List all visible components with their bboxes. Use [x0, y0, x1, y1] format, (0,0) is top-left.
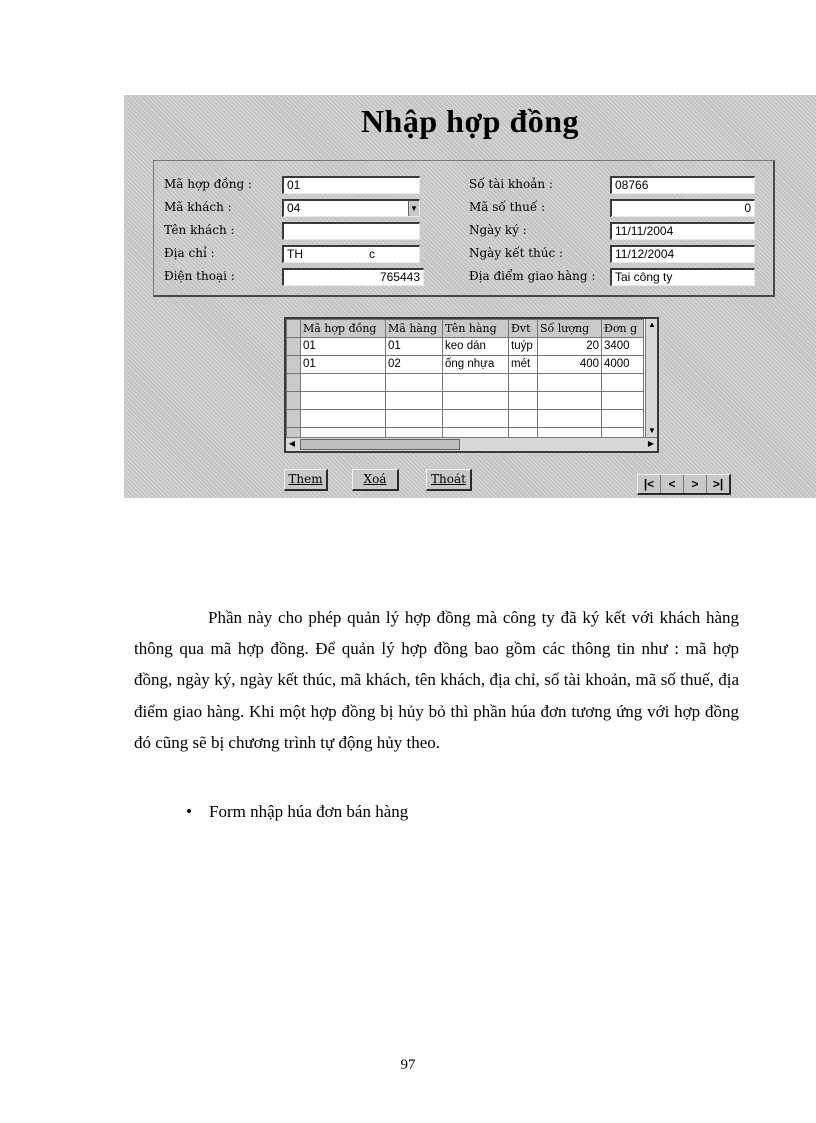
table-cell[interactable]: 01	[301, 338, 386, 356]
so-tai-khoan-label: Số tài khoản :	[469, 177, 553, 191]
ten-khach-input[interactable]	[282, 222, 420, 240]
table-cell[interactable]: 20	[538, 338, 602, 356]
table-row[interactable]	[287, 410, 644, 428]
so-tai-khoan-input[interactable]: 08766	[610, 176, 755, 194]
table-row[interactable]	[287, 356, 644, 374]
them-button[interactable]: Them	[284, 469, 328, 491]
ten-khach-label: Tên khách :	[164, 223, 235, 237]
bullet-text: Form nhập húa đơn bán hàng	[209, 802, 409, 821]
xoa-button[interactable]: Xoá	[352, 469, 399, 491]
table-cell[interactable]: 01	[386, 338, 443, 356]
ma-so-thue-label: Mã số thuế :	[469, 200, 546, 214]
next-record-button[interactable]: >	[684, 475, 707, 493]
detail-table	[286, 319, 644, 446]
ngay-ky-input[interactable]: 11/11/2004	[610, 222, 755, 240]
ma-so-thue-input[interactable]: 0	[610, 199, 755, 217]
scroll-up-icon[interactable]: ▲	[648, 320, 656, 329]
first-record-button[interactable]: |<	[638, 475, 661, 493]
table-cell[interactable]: 400	[538, 356, 602, 374]
table-cell[interactable]: 3400	[602, 338, 644, 356]
row-selector[interactable]	[287, 356, 301, 374]
scroll-thumb[interactable]	[300, 439, 460, 450]
ngay-ket-thuc-input[interactable]: 11/12/2004	[610, 245, 755, 263]
column-header[interactable]: Mã hàng	[386, 320, 443, 338]
previous-record-button[interactable]: <	[661, 475, 684, 493]
table-cell[interactable]: ống nhựa	[443, 356, 509, 374]
column-header[interactable]: Tên hàng	[443, 320, 509, 338]
table-cell[interactable]: 4000	[602, 356, 644, 374]
bullet-icon: •	[186, 802, 192, 821]
thoat-button[interactable]: Thoát	[426, 469, 472, 491]
ma-hop-dong-input[interactable]: 01	[282, 176, 420, 194]
ma-khach-value: 04	[287, 201, 301, 215]
record-navigation	[637, 474, 731, 495]
table-cell[interactable]: 02	[386, 356, 443, 374]
horizontal-scrollbar[interactable]	[286, 437, 657, 451]
description-paragraph: Phần này cho phép quản lý hợp đồng mà công ty đã ký kết với khách hàng thông qua mã hợp đồng. Để quản lý hợp đồng bao gồm các thông tin như : mã hợp đồng, ngày ký, ngày kết thúc, mã khách, tên khách, địa chỉ, số tài khoản, mã số thuế, địa điểm giao hàng. Khi một hợp đồng bị hủy bỏ thì phần húa đơn tương ứng với hợp đồng đó cũng sẽ bị chương trình tự động hủy theo.	[134, 608, 739, 752]
table-cell[interactable]: tuýp	[509, 338, 538, 356]
row-selector[interactable]	[287, 338, 301, 356]
column-header[interactable]: Đơn g	[602, 320, 644, 338]
column-header[interactable]: Mã hợp đồng	[301, 320, 386, 338]
table-row[interactable]	[287, 338, 644, 356]
form-title: Nhập hợp đồng	[360, 103, 580, 139]
vertical-scrollbar[interactable]	[645, 319, 657, 437]
table-cell[interactable]: mét	[509, 356, 538, 374]
dia-diem-giao-hang-label: Địa điểm giao hàng :	[469, 269, 596, 283]
column-header[interactable]: Đvt	[509, 320, 538, 338]
scroll-down-icon[interactable]: ▼	[648, 426, 656, 435]
table-row[interactable]	[287, 392, 644, 410]
dia-chi-label: Địa chỉ :	[164, 246, 215, 260]
ngay-ket-thuc-label: Ngày kết thúc :	[469, 246, 564, 260]
dia-chi-input[interactable]	[282, 245, 420, 263]
dia-chi-value-left: TH	[287, 247, 303, 261]
table-row[interactable]	[287, 374, 644, 392]
dien-thoai-input[interactable]: 765443	[282, 268, 424, 286]
table-cell[interactable]: keo dán	[443, 338, 509, 356]
page-number: 97	[400, 1057, 416, 1073]
column-header[interactable]: Số lượng	[538, 320, 602, 338]
dia-diem-giao-hang-input[interactable]: Tai công ty	[610, 268, 755, 286]
last-record-button[interactable]: >|	[712, 477, 724, 491]
dia-chi-value-right: c	[369, 247, 375, 261]
ngay-ky-label: Ngày ký :	[469, 223, 527, 237]
table-cell[interactable]: 01	[301, 356, 386, 374]
ma-khach-label: Mã khách :	[164, 200, 232, 214]
table-header-row	[287, 320, 644, 338]
dropdown-arrow-icon[interactable]: ▼	[408, 201, 419, 216]
dien-thoai-label: Điện thoại :	[164, 269, 235, 283]
contract-detail-grid[interactable]	[284, 317, 659, 453]
row-selector-header	[287, 320, 301, 338]
contract-form-screenshot	[124, 95, 816, 498]
scroll-right-icon[interactable]: ▶	[647, 439, 655, 448]
scroll-left-icon[interactable]: ◀	[288, 439, 296, 448]
ma-khach-combobox[interactable]	[282, 199, 420, 217]
ma-hop-dong-label: Mã hợp đồng :	[164, 177, 252, 191]
bullet-item	[186, 801, 408, 823]
